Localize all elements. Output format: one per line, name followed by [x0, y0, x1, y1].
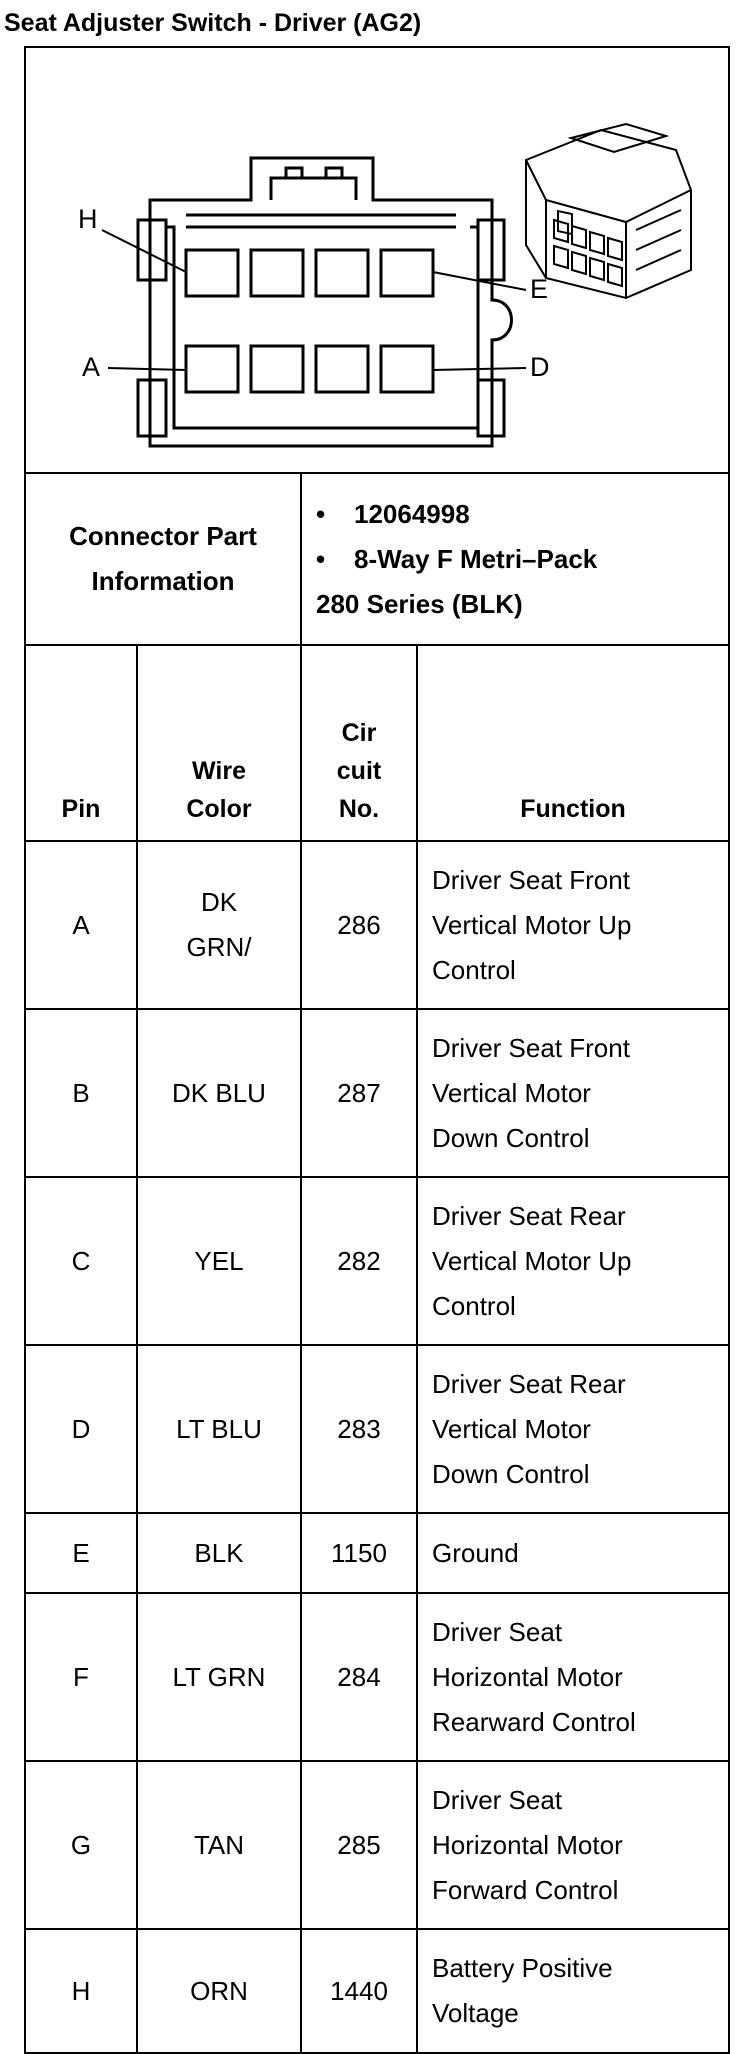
connector-info-label-line2: Information	[91, 566, 235, 596]
table-row	[25, 1929, 729, 2053]
function-line2: Vertical Motor Up	[432, 909, 632, 940]
function-line2: Vertical Motor	[432, 1077, 591, 1108]
pin-cell: C	[25, 1177, 137, 1345]
connector-info-value	[301, 473, 729, 645]
wire-color-cell: ORN	[137, 1929, 301, 2053]
part-number: 12064998	[354, 498, 470, 529]
pin-label-e: E	[530, 274, 549, 304]
connector-info-label	[25, 473, 301, 645]
function-cell	[417, 1345, 729, 1513]
table-row	[25, 1593, 729, 1761]
circuit-cell: 285	[301, 1761, 417, 1929]
function-line3: Control	[432, 954, 516, 985]
function-line1: Driver Seat Rear	[432, 1368, 626, 1399]
table-row	[25, 1761, 729, 1929]
pin-cell: H	[25, 1929, 137, 2053]
connector-3d-icon	[526, 124, 691, 298]
wire-color-cell: DK BLU	[137, 1009, 301, 1177]
wire-color-line1: DK	[200, 887, 238, 917]
pin-cell: G	[25, 1761, 137, 1929]
pin-cell: F	[25, 1593, 137, 1761]
connector-diagram	[26, 50, 726, 470]
function-cell	[417, 1929, 729, 2053]
wire-color-line2: GRN/	[186, 932, 252, 962]
bullet-icon: •	[316, 543, 326, 574]
function-cell: Ground	[417, 1513, 729, 1593]
table-header-row	[25, 645, 729, 841]
function-cell	[417, 841, 729, 1009]
wire-color-cell	[137, 841, 301, 1009]
pin-cell: D	[25, 1345, 137, 1513]
circuit-cell: 286	[301, 841, 417, 1009]
connector-info-row	[25, 473, 729, 645]
table-row	[25, 1513, 729, 1593]
function-cell	[417, 1761, 729, 1929]
function-line1: Driver Seat	[432, 1784, 563, 1815]
diagram-row	[25, 47, 729, 473]
table-row	[25, 1177, 729, 1345]
function-line2: Vertical Motor Up	[432, 1245, 632, 1276]
function-line1: Driver Seat Front	[432, 864, 630, 895]
header-circuit-line1: Cir	[341, 719, 377, 747]
header-circuit-line2: cuit	[336, 757, 382, 785]
wire-color-cell: YEL	[137, 1177, 301, 1345]
function-cell	[417, 1177, 729, 1345]
header-circuit-line3: No.	[338, 795, 380, 823]
function-line3: Rearward Control	[432, 1706, 636, 1737]
header-function	[417, 645, 729, 841]
pin-cell: E	[25, 1513, 137, 1593]
wire-color-cell: BLK	[137, 1513, 301, 1593]
function-line3: Down Control	[432, 1122, 590, 1153]
wire-color-cell: TAN	[137, 1761, 301, 1929]
header-pin	[25, 645, 137, 841]
connector-description-1: 8-Way F Metri–Pack	[354, 543, 598, 574]
function-line1: Battery Positive	[432, 1953, 613, 1983]
header-wire-color-line1: Wire	[192, 757, 246, 785]
function-line3: Down Control	[432, 1458, 590, 1489]
pin-cell: B	[25, 1009, 137, 1177]
wire-color-cell: LT GRN	[137, 1593, 301, 1761]
circuit-cell: 282	[301, 1177, 417, 1345]
function-line2: Voltage	[432, 1998, 519, 2028]
pin-label-a: A	[82, 352, 101, 382]
circuit-cell: 284	[301, 1593, 417, 1761]
header-wire-color-line2: Color	[186, 795, 252, 823]
header-circuit-no	[301, 645, 417, 841]
wire-color-cell: LT BLU	[137, 1345, 301, 1513]
diagram-cell	[25, 47, 729, 473]
header-pin-text: Pin	[61, 795, 101, 823]
description-line	[316, 537, 728, 582]
function-line3: Control	[432, 1290, 516, 1321]
connector-info-label-line1: Connector Part	[69, 521, 257, 551]
connector-description-2: 280 Series (BLK)	[316, 588, 523, 619]
table-row	[25, 841, 729, 1009]
bullet-icon: •	[316, 498, 326, 529]
function-line2: Horizontal Motor	[432, 1661, 623, 1692]
pin-cell: A	[25, 841, 137, 1009]
table-row	[25, 1009, 729, 1177]
table-row	[25, 1345, 729, 1513]
circuit-cell: 1150	[301, 1513, 417, 1593]
function-line1: Driver Seat Front	[432, 1032, 630, 1063]
function-line2: Vertical Motor	[432, 1413, 591, 1444]
circuit-cell: 1440	[301, 1929, 417, 2053]
circuit-cell: 287	[301, 1009, 417, 1177]
pin-label-d: D	[530, 352, 550, 382]
function-line1: Driver Seat Rear	[432, 1200, 626, 1231]
part-number-line	[316, 492, 728, 537]
pin-label-h: H	[78, 204, 98, 234]
page-title: Seat Adjuster Switch - Driver (AG2)	[4, 9, 422, 37]
function-cell	[417, 1009, 729, 1177]
connector-table	[24, 46, 730, 2054]
function-line3: Forward Control	[432, 1874, 619, 1905]
function-line1: Driver Seat	[432, 1616, 563, 1647]
header-wire-color	[137, 645, 301, 841]
function-line2: Horizontal Motor	[432, 1829, 623, 1860]
header-function-text: Function	[520, 795, 626, 823]
function-cell	[417, 1593, 729, 1761]
circuit-cell: 283	[301, 1345, 417, 1513]
